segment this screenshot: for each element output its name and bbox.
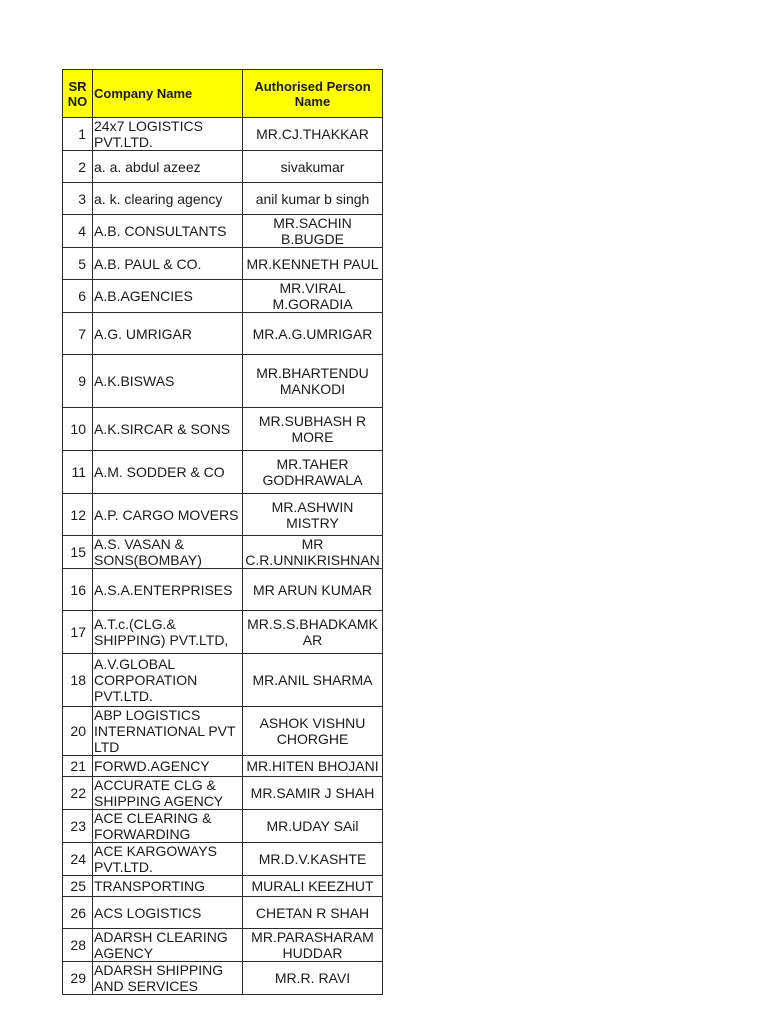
table-row bbox=[63, 118, 383, 151]
authorised-person-cell: MR.UDAY SAil bbox=[243, 810, 383, 843]
table-body bbox=[63, 118, 383, 995]
header-authorised-person: Authorised Person Name bbox=[243, 70, 383, 118]
authorised-person-cell: MR.R. RAVI bbox=[243, 962, 383, 995]
sr-no-cell: 25 bbox=[63, 876, 93, 897]
sr-no-cell: 1 bbox=[63, 118, 93, 151]
table-row bbox=[63, 494, 383, 536]
table-row bbox=[63, 248, 383, 280]
authorised-person-cell: ASHOK VISHNU CHORGHE bbox=[243, 707, 383, 756]
authorised-person-cell: MR.HITEN BHOJANI bbox=[243, 756, 383, 777]
authorised-person-cell: MR.KENNETH PAUL bbox=[243, 248, 383, 280]
table-row bbox=[63, 897, 383, 929]
sr-no-cell: 22 bbox=[63, 777, 93, 810]
sr-no-cell: 6 bbox=[63, 280, 93, 313]
sr-no-cell: 7 bbox=[63, 313, 93, 355]
company-name-cell: A.G. UMRIGAR bbox=[93, 313, 243, 355]
authorised-person-cell: MR.CJ.THAKKAR bbox=[243, 118, 383, 151]
company-name-cell: ADARSH SHIPPING AND SERVICES bbox=[93, 962, 243, 995]
table-row bbox=[63, 355, 383, 408]
company-name-cell: TRANSPORTING bbox=[93, 876, 243, 897]
authorised-person-cell: MURALI KEEZHUT bbox=[243, 876, 383, 897]
table-row bbox=[63, 810, 383, 843]
sr-no-cell: 29 bbox=[63, 962, 93, 995]
authorised-person-cell: MR.S.S.BHADKAMK AR bbox=[243, 611, 383, 654]
sr-no-cell: 23 bbox=[63, 810, 93, 843]
authorised-person-cell: MR.ANIL SHARMA bbox=[243, 654, 383, 707]
authorised-person-cell: sivakumar bbox=[243, 151, 383, 183]
table-row bbox=[63, 876, 383, 897]
authorised-person-cell: CHETAN R SHAH bbox=[243, 897, 383, 929]
company-name-cell: A.B.AGENCIES bbox=[93, 280, 243, 313]
sr-no-cell: 28 bbox=[63, 929, 93, 962]
sr-no-cell: 26 bbox=[63, 897, 93, 929]
company-name-cell: A.B. CONSULTANTS bbox=[93, 215, 243, 248]
table-row bbox=[63, 962, 383, 995]
company-name-cell: A.P. CARGO MOVERS bbox=[93, 494, 243, 536]
sr-no-cell: 17 bbox=[63, 611, 93, 654]
table-row bbox=[63, 408, 383, 451]
authorised-person-cell: MR.SACHIN B.BUGDE bbox=[243, 215, 383, 248]
company-name-cell: a. k. clearing agency bbox=[93, 183, 243, 215]
header-sr-no: SR NO bbox=[63, 70, 93, 118]
company-name-cell: A.K.SIRCAR & SONS bbox=[93, 408, 243, 451]
table-row bbox=[63, 654, 383, 707]
sr-no-cell: 24 bbox=[63, 843, 93, 876]
table-row bbox=[63, 843, 383, 876]
company-name-cell: a. a. abdul azeez bbox=[93, 151, 243, 183]
company-name-cell: FORWD.AGENCY bbox=[93, 756, 243, 777]
company-name-cell: ACE CLEARING & FORWARDING bbox=[93, 810, 243, 843]
authorised-person-cell: anil kumar b singh bbox=[243, 183, 383, 215]
sr-no-cell: 4 bbox=[63, 215, 93, 248]
sr-no-cell: 11 bbox=[63, 451, 93, 494]
sr-no-cell: 2 bbox=[63, 151, 93, 183]
authorised-person-cell: MR ARUN KUMAR bbox=[243, 569, 383, 611]
authorised-person-cell: MR.TAHER GODHRAWALA bbox=[243, 451, 383, 494]
table-row bbox=[63, 611, 383, 654]
table-row bbox=[63, 183, 383, 215]
authorised-person-cell: MR.A.G.UMRIGAR bbox=[243, 313, 383, 355]
table-row bbox=[63, 777, 383, 810]
sr-no-cell: 10 bbox=[63, 408, 93, 451]
company-name-cell: A.S. VASAN & SONS(BOMBAY) bbox=[93, 536, 243, 569]
table-row bbox=[63, 313, 383, 355]
header-row bbox=[63, 70, 383, 118]
table-row bbox=[63, 569, 383, 611]
company-name-cell: A.V.GLOBAL CORPORATION PVT.LTD. bbox=[93, 654, 243, 707]
authorised-person-cell: MR.BHARTENDU MANKODI bbox=[243, 355, 383, 408]
table-row bbox=[63, 151, 383, 183]
table-row bbox=[63, 707, 383, 756]
table-row bbox=[63, 929, 383, 962]
sr-no-cell: 18 bbox=[63, 654, 93, 707]
company-table bbox=[62, 69, 383, 995]
company-name-cell: A.S.A.ENTERPRISES bbox=[93, 569, 243, 611]
table-row bbox=[63, 756, 383, 777]
sr-no-cell: 15 bbox=[63, 536, 93, 569]
sr-no-cell: 5 bbox=[63, 248, 93, 280]
sr-no-cell: 12 bbox=[63, 494, 93, 536]
company-name-cell: ACE KARGOWAYS PVT.LTD. bbox=[93, 843, 243, 876]
sr-no-cell: 16 bbox=[63, 569, 93, 611]
sr-no-cell: 20 bbox=[63, 707, 93, 756]
authorised-person-cell: MR.ASHWIN MISTRY bbox=[243, 494, 383, 536]
company-name-cell: A.B. PAUL & CO. bbox=[93, 248, 243, 280]
sr-no-cell: 21 bbox=[63, 756, 93, 777]
company-name-cell: A.K.BISWAS bbox=[93, 355, 243, 408]
company-name-cell: ABP LOGISTICS INTERNATIONAL PVT LTD bbox=[93, 707, 243, 756]
header-company-name: Company Name bbox=[93, 70, 243, 118]
table-row bbox=[63, 536, 383, 569]
sr-no-cell: 9 bbox=[63, 355, 93, 408]
company-name-cell: ADARSH CLEARING AGENCY bbox=[93, 929, 243, 962]
company-name-cell: ACCURATE CLG & SHIPPING AGENCY bbox=[93, 777, 243, 810]
authorised-person-cell: MR.D.V.KASHTE bbox=[243, 843, 383, 876]
table-row bbox=[63, 451, 383, 494]
company-name-cell: 24x7 LOGISTICS PVT.LTD. bbox=[93, 118, 243, 151]
authorised-person-cell: MR C.R.UNNIKRISHNAN bbox=[243, 536, 383, 569]
company-name-cell: A.M. SODDER & CO bbox=[93, 451, 243, 494]
company-name-cell: A.T.c.(CLG.& SHIPPING) PVT.LTD, bbox=[93, 611, 243, 654]
authorised-person-cell: MR.VIRAL M.GORADIA bbox=[243, 280, 383, 313]
authorised-person-cell: MR.SUBHASH R MORE bbox=[243, 408, 383, 451]
table-row bbox=[63, 215, 383, 248]
sr-no-cell: 3 bbox=[63, 183, 93, 215]
authorised-person-cell: MR.SAMIR J SHAH bbox=[243, 777, 383, 810]
company-name-cell: ACS LOGISTICS bbox=[93, 897, 243, 929]
authorised-person-cell: MR.PARASHARAM HUDDAR bbox=[243, 929, 383, 962]
table-row bbox=[63, 280, 383, 313]
